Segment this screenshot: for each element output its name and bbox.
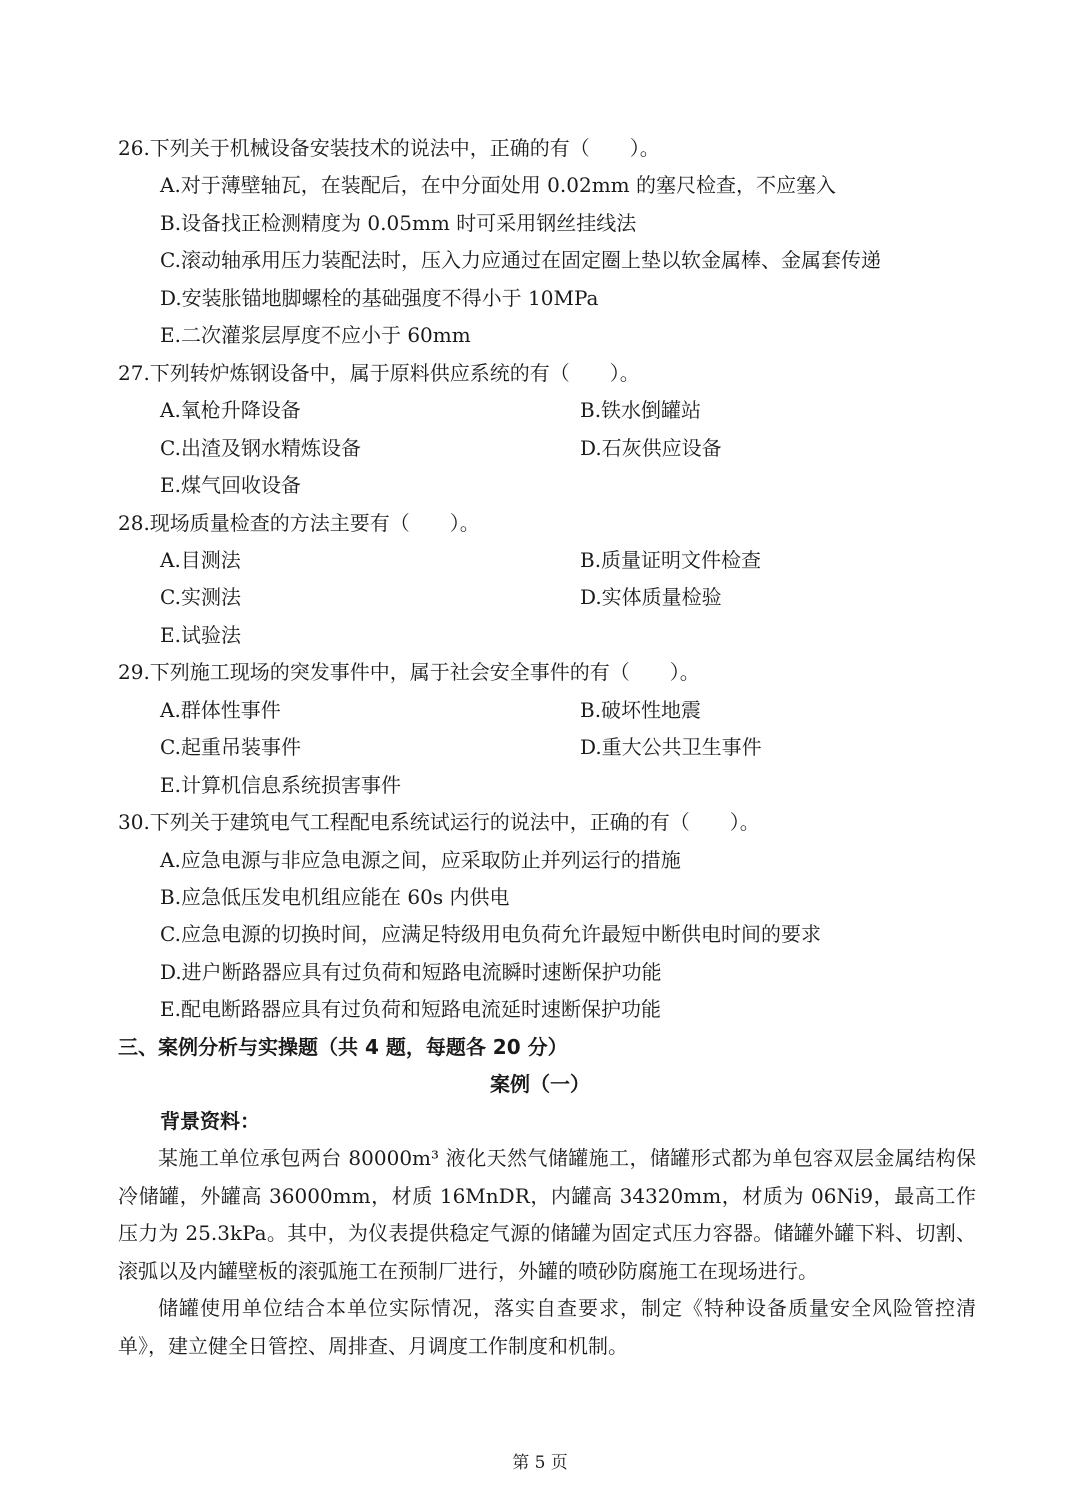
question-26-option-b: B.设备找正检测精度为 0.05mm 时可采用钢丝挂线法 bbox=[160, 211, 637, 235]
question-30-option-d: D.进户断路器应具有过负荷和短路电流瞬时速断保护功能 bbox=[160, 960, 662, 984]
question-30-option-e: E.配电断路器应具有过负荷和短路电流延时速断保护功能 bbox=[160, 997, 661, 1021]
question-26-option-c: C.滚动轴承用压力装配法时，压入力应通过在固定圈上垫以软金属棒、金属套传递 bbox=[160, 248, 881, 272]
question-26-option-a: A.对于薄壁轴瓦，在装配后，在中分面处用 0.02mm 的塞尺检查，不应塞入 bbox=[160, 173, 836, 197]
question-28-option-b: B.质量证明文件检查 bbox=[580, 548, 762, 572]
question-29-option-c: C.起重吊装事件 bbox=[160, 735, 301, 759]
question-29-option-e: E.计算机信息系统损害事件 bbox=[160, 773, 401, 797]
question-30-option-c: C.应急电源的切换时间，应满足特级用电负荷允许最短中断供电时间的要求 bbox=[160, 922, 821, 946]
question-28-stem: 28.现场质量检查的方法主要有（ ）。 bbox=[118, 511, 480, 535]
question-29-option-d: D.重大公共卫生事件 bbox=[580, 735, 762, 759]
question-28-option-e: E.试验法 bbox=[160, 623, 241, 647]
question-26-stem: 26.下列关于机械设备安装技术的说法中，正确的有（ ）。 bbox=[118, 136, 660, 160]
question-26-option-d: D.安装胀锚地脚螺栓的基础强度不得小于 10MPa bbox=[160, 286, 599, 310]
question-28-option-c: C.实测法 bbox=[160, 585, 241, 609]
question-26-option-e: E.二次灌浆层厚度不应小于 60mm bbox=[160, 323, 471, 347]
question-29-stem: 29.下列施工现场的突发事件中，属于社会安全事件的有（ ）。 bbox=[118, 660, 700, 684]
question-27-option-d: D.石灰供应设备 bbox=[580, 436, 722, 460]
case-title: 案例（一） bbox=[490, 1072, 590, 1096]
question-29-option-a: A.群体性事件 bbox=[160, 698, 281, 722]
page-number: 第 5 页 bbox=[512, 1453, 568, 1473]
question-28-option-d: D.实体质量检验 bbox=[580, 585, 722, 609]
question-27-option-a: A.氧枪升降设备 bbox=[160, 398, 301, 422]
question-30-option-a: A.应急电源与非应急电源之间，应采取防止并列运行的措施 bbox=[160, 848, 681, 872]
background-label: 背景资料： bbox=[160, 1109, 260, 1133]
question-30-option-b: B.应急低压发电机组应能在 60s 内供电 bbox=[160, 885, 510, 909]
background-paragraph-2: 储罐使用单位结合本单位实际情况，落实自查要求，制定《特种设备质量安全风险管控清单》，建立健全日管控、周排查、月调度工作制度和机制。 bbox=[118, 1296, 976, 1358]
question-27-option-c: C.出渣及钢水精炼设备 bbox=[160, 436, 361, 460]
background-paragraph-1: 某施工单位承包两台 80000m³ 液化天然气储罐施工，储罐形式都为单包容双层金属结构保冷储罐，外罐高 36000mm，材质 16MnDR，内罐高 34320mm，材质为 06Ni9，最高工作压力为 25.3kPa。其中，为仪表提供稳定气源的储罐为固定式压力容器。储罐外罐下料、切割、滚弧以及内罐壁板的滚弧施工在预制厂进行，外罐的喷砂防腐施工在现场进行。 bbox=[118, 1146, 976, 1283]
question-29-option-b: B.破坏性地震 bbox=[580, 698, 702, 722]
question-27-option-e: E.煤气回收设备 bbox=[160, 473, 301, 497]
section-heading: 三、案例分析与实操题（共 4 题，每题各 20 分） bbox=[118, 1035, 568, 1059]
question-27-option-b: B.铁水倒罐站 bbox=[580, 398, 702, 422]
question-28-option-a: A.目测法 bbox=[160, 548, 241, 572]
question-27-stem: 27.下列转炉炼钢设备中，属于原料供应系统的有（ ）。 bbox=[118, 361, 640, 385]
question-30-stem: 30.下列关于建筑电气工程配电系统试运行的说法中，正确的有（ ）。 bbox=[118, 810, 760, 834]
